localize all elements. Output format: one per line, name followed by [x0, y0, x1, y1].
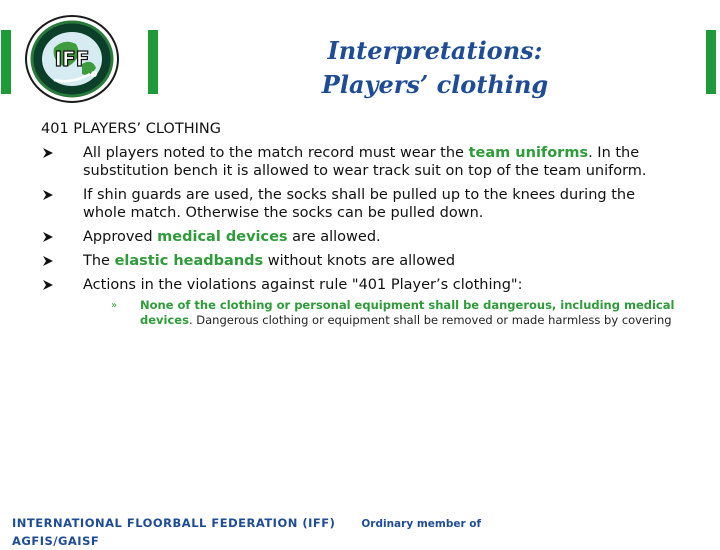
sub-bullet-list [83, 298, 680, 328]
arrow-bullet-icon [42, 189, 54, 201]
left-green-bar [1, 30, 11, 94]
sub-list-item: » None of the clothing or personal equipment shall be dangerous, including medical devices. Dangerous clothing or equipment shall be removed or made harmless by covering [111, 298, 675, 327]
arrow-bullet-icon [42, 255, 54, 267]
star-bullet-icon: » [111, 300, 118, 311]
list-item: Approved medical devices are allowed. [40, 228, 680, 246]
list-item: All players noted to the match record must wear the team uniforms. In the substitution bench it is allowed to wear track suit on top of the team uniform. [40, 144, 680, 180]
middle-green-bar [148, 30, 158, 94]
section-heading: 401 PLAYERS’ CLOTHING [41, 121, 221, 137]
main-content [40, 120, 680, 334]
title-line-2: Players’ clothing [321, 70, 549, 99]
footer-member: Ordinary member of [361, 518, 482, 530]
arrow-bullet-icon [42, 231, 54, 243]
logo-text: IFF [54, 47, 90, 71]
right-green-bar [706, 30, 716, 94]
footer-line-2: AGFIS/GAISF [12, 534, 100, 548]
footer [12, 515, 712, 550]
title-line-1: Interpretations: [327, 36, 543, 65]
page-title [230, 34, 640, 102]
list-item: If shin guards are used, the socks shall be pulled up to the knees during the whole match. Otherwise the socks can be pulled down. [40, 186, 680, 222]
list-item: The elastic headbands without knots are allowed [40, 252, 680, 270]
arrow-bullet-icon [42, 279, 54, 291]
list-item: Actions in the violations against rule "401 Player’s clothing": » None of the clothing or personal equipment shall be dangerous, including medical devices. Dangerous clothing or equipment shall be removed or made harmless by covering [40, 276, 680, 328]
footer-org: INTERNATIONAL FLOORBALL FEDERATION (IFF) [12, 516, 336, 530]
arrow-bullet-icon [42, 147, 54, 159]
iff-logo [24, 14, 120, 104]
bullet-list [40, 144, 680, 328]
